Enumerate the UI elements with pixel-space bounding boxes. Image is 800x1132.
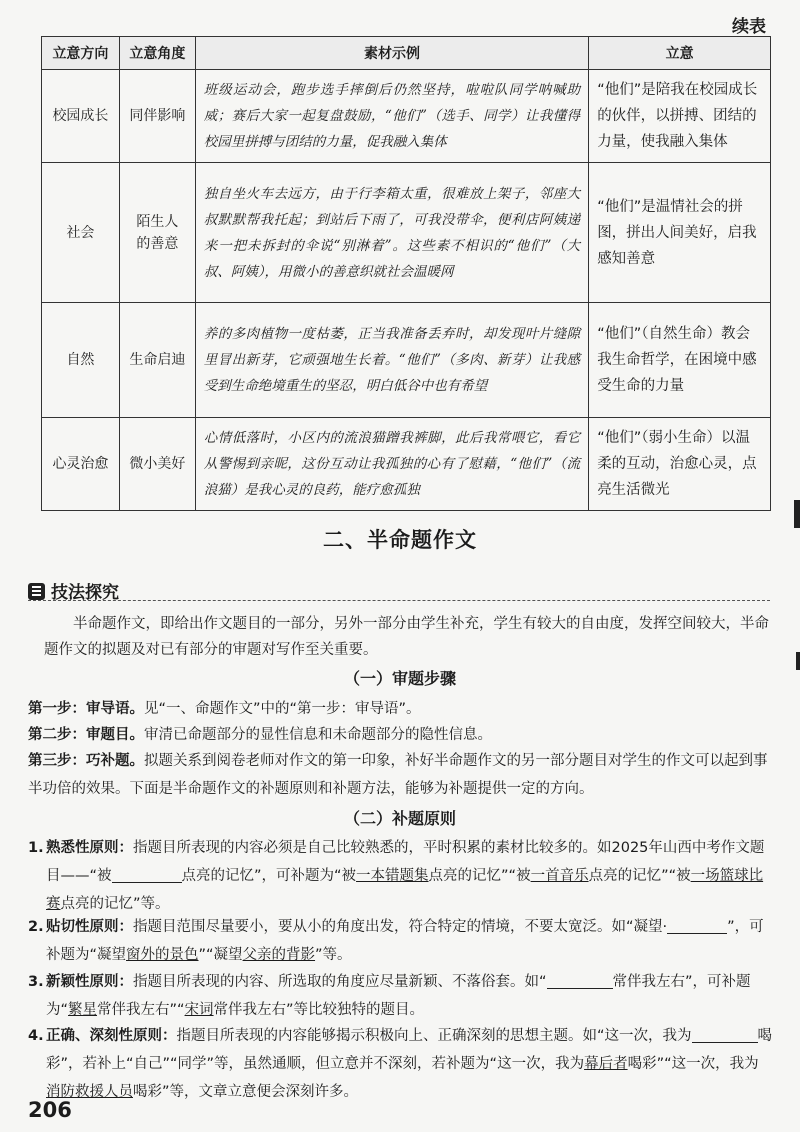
cell-theme: “他们”是温情社会的拼图，拼出人间美好，启我感知善意 [589,163,771,303]
table-row [42,303,771,418]
subheading-steps: （一）审题步骤 [343,669,456,688]
cell-direction: 校园成长 [42,70,120,163]
cell-angle: 同伴影响 [119,70,195,163]
page-number: 206 [28,1098,72,1122]
cell-example: 独自坐火车去远方，由于行李箱太重，很难放上架子，邻座大叔默默帮我托起；到站后下雨了，可我没带伞，便利店阿姨递来一把未拆封的伞说“别淋着”。这些素不相识的“他们”（大叔、阿姨），用微小的善意织就社会温暖网 [195,163,588,303]
continued-label: 续表 [732,17,766,37]
cell-angle: 生命启迪 [119,303,195,418]
blank-line [692,1024,758,1043]
cell-example: 班级运动会，跑步选手摔倒后仍然坚持，啦啦队同学呐喊助威；赛后大家一起复盘鼓励，“他们”（选手、同学）让我懂得校园里拼搏与团结的力量，促我融入集体 [195,70,588,163]
cell-theme: “他们”是陪我在校园成长的伙伴，以拼搏、团结的力量，使我融入集体 [589,70,771,163]
header-example: 素材示例 [195,37,588,70]
principle-item: 2. 贴切性原则：指题目范围尽量要小，要从小的角度出发，符合特定的情境，不要太宽泛。如“凝望· ”，可补题为“凝望窗外的景色”“凝望父亲的背影”等。 [28,913,773,969]
page-edge-mark [794,500,800,528]
page-edge-mark [796,652,800,670]
table-row [42,70,771,163]
header-angle: 立意角度 [119,37,195,70]
cell-direction: 自然 [42,303,120,418]
divider [28,600,770,601]
technique-heading: 技法探究 [28,578,119,603]
principle-item: 4. 正确、深刻性原则：指题目所表现的内容能够揭示积极向上、正确深刻的思想主题。如“这一次，我为 喝彩”，若补上“自己”“同学”等，虽然通顺，但立意并不深刻，若补题为“这一次，我为幕后者喝彩”“这一次，我为消防救援人员喝彩”等，文章立意便会深刻许多。 [28,1022,773,1106]
principle-item: 1. 熟悉性原则：指题目所表现的内容必须是自己比较熟悉的，平时积累的素材比较多的。如2025年山西中考作文题目——“被 点亮的记忆”，可补题为“被一本错题集点亮的记忆”“被一首音乐点亮的记忆”“被一场篮球比赛点亮的记忆”等。 [28,840,765,912]
theme-table [41,36,771,511]
subheading-principles: （二）补题原则 [343,809,456,828]
cell-example: 心情低落时，小区内的流浪猫蹭我裤脚，此后我常喂它，看它从警惕到亲昵，这份互动让我孤独的心有了慰藉，“他们”（流浪猫）是我心灵的良药，能疗愈孤独 [195,418,588,511]
section-title: 二、半命题作文 [323,528,477,552]
intro-paragraph: 半命题作文，即给出作文题目的一部分，另外一部分由学生补充，学生有较大的自由度，发挥空间较大，半命题作文的拟题及对已有部分的审题对写作至关重要。 [44,616,769,658]
cell-theme: “他们”（弱小生命）以温柔的互动，治愈心灵，点亮生活微光 [589,418,771,511]
step-2: 第二步：审题目。审清已命题部分的显性信息和未命题部分的隐性信息。 [28,727,492,743]
table-row [42,418,771,511]
header-direction: 立意方向 [42,37,120,70]
notebook-icon [28,583,45,600]
blank-line [547,970,613,989]
cell-direction: 社会 [42,163,120,303]
principle-item: 3. 新颖性原则：指题目所表现的内容、所选取的角度应尽量新颖、不落俗套。如“ 常伴我左右”，可补题为“繁星常伴我左右”“宋词常伴我左右”等比较独特的题目。 [28,968,773,1024]
step-1: 第一步：审导语。见“一、命题作文”中的“第一步：审导语”。 [28,701,421,717]
cell-example: 养的多肉植物一度枯萎，正当我准备丢弃时，却发现叶片缝隙里冒出新芽，它顽强地生长着。“他们”（多肉、新芽）让我感受到生命绝境重生的坚忍，明白低谷中也有希望 [195,303,588,418]
cell-theme: “他们”（自然生命）教会我生命哲学，在困境中感受生命的力量 [589,303,771,418]
cell-angle: 陌生人的善意 [119,163,195,303]
blank-line [667,915,727,934]
table-row [42,163,771,303]
step-3: 第三步：巧补题。拟题关系到阅卷老师对作文的第一印象，补好半命题作文的另一部分题目对学生的作文可以起到事半功倍的效果。下面是半命题作文的补题原则和补题方法，能够为补题提供一定的方向。 [28,753,768,797]
table-header-row [42,37,771,70]
header-theme: 立意 [589,37,771,70]
cell-angle: 微小美好 [119,418,195,511]
cell-direction: 心灵治愈 [42,418,120,511]
blank-line [112,864,182,883]
